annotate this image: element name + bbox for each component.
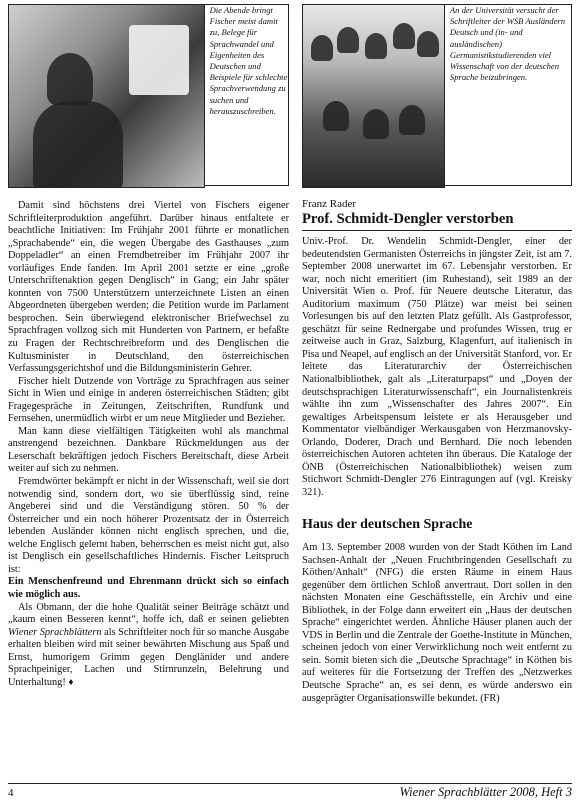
closing-text-end: als Schriftleiter noch für so manche Ausgabe erhalten bleiben wird mit seiner bewährten Mischung aus Spaß und Ernst, humorigem Grimm gegen Denglänider und andere Sprachpeiniger, Lachen und Stirnrunzeln, Belehrung und Unterhaltung! xyxy=(8,626,289,688)
paragraph: Univ.-Prof. Dr. Wendelin Schmidt-Dengler, einer der bedeutendsten Germanisten Österreichs in jüngster Zeit, ist am 7. September 2008 unerwartet im 67. Lebensjahr verstorben. Er war, noch nicht emeritiert (im Ruhestand), seit 1989 an der Universität Wien o. Prof. für Neuere deutsche Literatur, das Auditorium maximum (750 Plätze) war meist bei seinen Vorlesungen bis auf den letzten Platz gefüllt. Als Gastprofessor, geschätzt für seine Rednergabe und profundes Wissen, trug er zeitweise auch in Graz, Salzburg, Klagenfurt, auf italienisch in Pisa und Neapel, auf englisch an der Universität Stanford, vor. Er leitete das Literaturarchiv der Österreichischen Nationalbibliothek, galt als „Literaturpapst“ und „Doyen der deutschsprachigen Literaturwissenschaft“, ein Journalistenkreis wählte ihn zum „Wissenschafter des Jahres 2007“. Ein gewaltiges Arbeitspensum leistete er als Herausgeber und Kommentator vielbändiger Werkausgaben von Herzmanovsky-Orlando, Doderer, Drach und Bernhard. Die noch lebenden österreichischen Autoren achteten ihn überaus. Die Kataloge der ÖNB (Österreichischen Nationalbibliothek) weisen zum Stichwort Schmidt-Dengler 276 Eintragungen auf (vgl. Kreisky 321). xyxy=(302,236,572,498)
paragraph: Damit sind höchstens drei Viertel von Fischers eigener Schriftleiterproduktion angeführt. Darüber hinaus entfaltete er beachtliche Initiativen: Im Frühjahr 2001 führte er monatlichen „Sprachabende“ ein, die wegen Übergabe des Gasthauses „zum Doppeladler“ an einen Fremdbetreiber im Frühjahr 2007 ihr vorläufiges Ende fanden. Im April 2001 setzte er eine „große Unterschriftenaktion gegen Denglisch“ in Gang; ein Jahr später konnten von 7500 Unterstützern unterzeichnete Listen an einen Abgeordneten übergeben werden; die Petition wurde im Parlament besprochen. Sein überwiegend elektronischer Briefwechsel zu Sprachfragen vollzog sich mit Hunderten von Partnern, er befaßte zu Fragen der Rechtschreibreform und des Denglischen die Kultusminister in Deutschland, den österreichischen Verfassungsgerichtshof und die Bildungsministerin Gehrer. xyxy=(8,200,289,375)
paragraph: Am 13. September 2008 wurden von der Stadt Köthen im Land Sachsen-Anhalt der „Neuen Fruchtbringenden Gesellschaft zu Köthen/Anhalt“ (NFG) die ersten Räume in einem Haus gegenüber dem örtlichen Schloß anvertraut. Dort sollen in den nächsten Monaten eine Geschäftsstelle, ein Archiv und eine Bibliothek, in der Folge dann erweitert ein „Haus der deutschen Sprache“ eingerichtet werden. Ähnliche Häuser planen auch der VDS in Berlin und die Zentrale der Goethe-Institute in München, scheinen jedoch von einer Verwirklichung noch weit entfernt zu sein. Somit bieten sich die „Deutsche Sprachtage“ in Köthen bis auf weiteres für die Fortsetzung der Treffen des „Netzwerkes Deutsche Sprache“ an, es sei denn, es würde anderswo ein ausgeprägter Organisationswille bekundet. (FR) xyxy=(302,542,572,704)
photo-fischer-at-desk xyxy=(8,4,205,188)
right-photo-block xyxy=(302,4,572,192)
publication-name: Wiener Sprachblätter 2008, Heft 3 xyxy=(399,785,572,799)
closing-text: Als Obmann, der die hohe Qualität seiner Beiträge schätzt und „kaum einen Besseren kennt“, hoffe ich, daß er seinen geliebten xyxy=(8,601,289,626)
obituary-body xyxy=(302,236,572,499)
headline-rule xyxy=(302,230,572,231)
paragraph: Fremdwörter bekämpft er nicht in der Wissenschaft, weil sie dort notwendig sind, sondern dort, wo sie überflüssig sind, reine Angeberei sind und die Verständigung stören. 50 % der Österreicher und ein noch höherer Prozentsatz der in Österreich lebenden Ausländer können nicht englisch sprechen, und die, welche Englisch gelernt haben, beherrschen es meist nicht gut, also ist Denglisch ein gesellschaftliches Hindernis. Fischer Leitspruch ist: xyxy=(8,476,289,575)
paragraph: Fischer hielt Dutzende von Vorträge zu Sprachfragen aus seiner Sicht in Wien und einige in anderen österreichischen Städten; gibt Fragegespräche in Zeitungen, Zeitschriften, Rundfunk und Fernsehen, unermüdlich wirbt er um neue Mitglieder und Bezieher. xyxy=(8,375,289,425)
photo-students-group xyxy=(302,4,445,188)
motto: Ein Menschenfreund und Ehrenmann drückt sich so einfach wie möglich aus. xyxy=(8,576,289,600)
footer-rule xyxy=(8,783,572,784)
haus-article-body xyxy=(302,542,572,705)
page-footer xyxy=(0,783,580,803)
article-author: Franz Rader xyxy=(302,198,357,210)
paragraph: Man kann diese vielfältigen Tätigkeiten wohl als manchmal anstrengend bezeichnen. Dankbare Rückmeldungen aus der Leserschaft bekräftigen jedoch Fischers Bereitschaft, diese Arbeit weiter auf sich zu nehmen. xyxy=(8,425,289,475)
right-photo-caption: An der Universität versucht der Schriftleiter der WSB Ausländern Deutsch und (in- und ausländischen) Germanistikstudierenden viel Wissenschaft von der deutschen Sprache beizubringen. xyxy=(445,4,572,186)
section-heading: Haus der deutschen Sprache xyxy=(302,517,473,532)
left-photo-caption: Die Abende bringt Fischer meist damit zu, Belege für Sprachwandel und Eigenheiten des Deutschen und Beispiele für schlechte Sprachverwendung zu suchen und herauszuschreiben. xyxy=(205,4,289,186)
article-end-mark: ♦ xyxy=(68,676,74,688)
closing-paragraph xyxy=(8,602,289,690)
left-article-body xyxy=(8,200,289,689)
left-photo-block xyxy=(8,4,289,192)
page-number: 4 xyxy=(8,787,14,799)
publication-title-inline: Wiener Sprachblättern xyxy=(8,626,102,638)
article-headline: Prof. Schmidt-Dengler verstorben xyxy=(302,211,514,227)
